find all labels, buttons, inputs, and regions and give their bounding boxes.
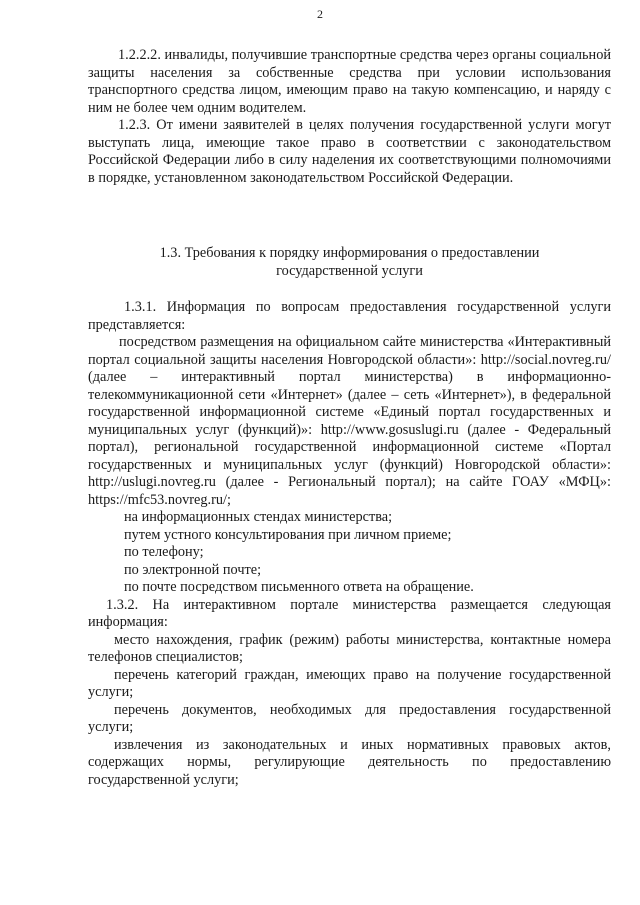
list-item-categories: перечень категорий граждан, имеющих право на получение государственной услуги;	[88, 666, 611, 700]
page-number: 2	[317, 7, 323, 21]
list-item-extracts: извлечения из законодательных и иных нормативных правовых актов, содержащих нормы, регулирующие деятельность по предоставлению государственной услуги;	[88, 736, 611, 788]
list-item-stands: на информационных стендах министерства;	[124, 509, 393, 525]
list-item-mail: по почте посредством письменного ответа на обращение.	[124, 579, 474, 595]
paragraph-1-2-2-2: 1.2.2.2. инвалиды, получившие транспортные средства через органы социальной защиты населения за собственные средства при условии использования транспортного средства лицом, имеющим право на такую компенсацию, и наряду с ним не более чем одним водителем.	[88, 47, 611, 116]
list-item-email: по электронной почте;	[124, 561, 262, 578]
section-1-3-1-body	[88, 299, 611, 789]
paragraph-1-3-1-intro: 1.3.1. Информация по вопросам предоставления государственной услуги представляется:	[88, 299, 611, 333]
list-item-website: посредством размещения на официальном сайте министерства «Интерактивный портал социальной защиты населения Новгородской области»: http://social.novreg.ru/ (далее – интерактивный портал министерства) в информационно-телекоммуникационной сети «Интернет» (далее – сеть «Интернет»), в федеральной государственной информационной системе «Единый портал государственных и муниципальных услуг (функций)»: http://www.gosuslugi.ru (далее - Федеральный портал), региональной государственной информационной системе «Портал государственных и муниципальных услуг (функций) Новгородской области»: http://uslugi.novreg.ru (далее - Региональный портал); на сайте ГОАУ «МФЦ»: https://mfc53.novreg.ru/;	[88, 334, 611, 508]
paragraph-1-3-2-intro: 1.3.2. На интерактивном портале министерства размещается следующая информация:	[88, 596, 611, 630]
list-item-location: место нахождения, график (режим) работы министерства, контактные номера телефонов специалистов;	[88, 631, 611, 665]
paragraph-1-2-3: 1.2.3. От имени заявителей в целях получения государственной услуги могут выступать лица, имеющие такое право в соответствии с законодательством Российской Федерации либо в силу наделения их соответствующими полномочиями в порядке, установленном законодательством Российской Федерации.	[88, 117, 611, 186]
list-item-phone: по телефону;	[124, 544, 204, 560]
section-heading-line-2: государственной услуги	[276, 262, 423, 279]
section-heading-line-1: 1.3. Требования к порядку информирования о предоставлении	[159, 245, 540, 261]
list-item-oral: путем устного консультирования при личном приеме;	[124, 526, 452, 543]
top-paragraphs	[88, 47, 611, 187]
list-item-documents: перечень документов, необходимых для предоставления государственной услуги;	[88, 701, 611, 735]
section-heading	[88, 245, 611, 280]
